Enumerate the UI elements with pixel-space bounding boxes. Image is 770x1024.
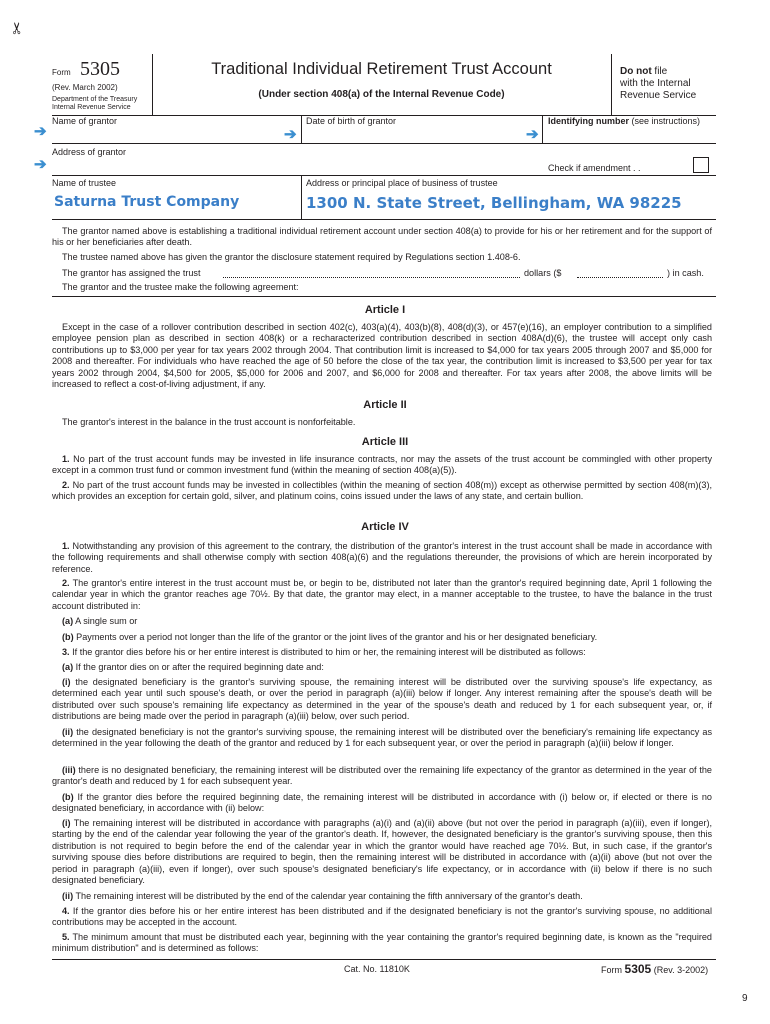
intro-assigned-c: ) in cash.	[667, 268, 704, 278]
article-text: (a) A single sum or	[62, 616, 138, 626]
article-heading: Article III	[361, 436, 409, 448]
trustee-address-value[interactable]: 1300 N. State Street, Bellingham, WA 98225	[306, 194, 682, 212]
trustee-name-label: Name of trustee	[52, 178, 117, 188]
dob-label: Date of birth of grantor	[306, 116, 397, 126]
article-text: (ii) the designated beneficiary is not the grantor's surviving spouse, the remaining interest will be distributed over the beneficiary's remaining life expectancy as determined in the year following the death of the grantor and reduced by 1 for each subsequent year, or over the period in paragraph (a)(iii) below if longer.	[52, 727, 712, 749]
footer-form-id: Form 5305 (Rev. 3-2002)	[601, 962, 709, 976]
article-text: (b) If the grantor dies before the required beginning date, the remaining interest will be distributed in accordance with (i) below or, if elected or there is no designated beneficiary, in accordance with (ii) below:	[52, 792, 712, 814]
arrow-icon: ➔	[34, 123, 47, 140]
trustee-address-label: Address or principal place of business of trustee	[306, 178, 498, 188]
article-text: (iii) there is no designated beneficiary, the remaining interest will be distributed over the remaining life expectancy of the grantor as determined in the year of the grantor's death and reduced by 1 for each subsequent year.	[52, 765, 712, 787]
page-title: Traditional Individual Retirement Trust Account	[211, 60, 552, 78]
article-text: (ii) The remaining interest will be distributed by the end of the calendar year containing the fifth anniversary of the grantor's death.	[62, 891, 583, 901]
form-label: Form	[52, 68, 71, 77]
page-subtitle: (Under section 408(a) of the Internal Revenue Code)	[258, 89, 505, 100]
grantor-address-label: Address of grantor	[52, 147, 127, 157]
page-number: 9	[742, 993, 748, 1004]
intro-paragraph: The trustee named above has given the grantor the disclosure statement required by Regulations section 1.408-6.	[62, 252, 521, 262]
article-heading: Article II	[363, 399, 407, 411]
article-text: 2. No part of the trust account funds may be invested in collectibles (within the meaning of section 408(m)) except as otherwise permitted by section 408(m)(3), which provides an exception for certain gold, silver, and platinum coins, coins issued under the laws of any state, and certain bullion.	[52, 480, 712, 502]
article-text: 1. No part of the trust account funds may be invested in life insurance contracts, nor may the assets of the trust account be commingled with other property except in a common trust fund or common investment fund (within the meaning of section 408(a)(5)).	[52, 454, 712, 476]
article-text: 2. The grantor's entire interest in the trust account must be, or begin to be, distributed not later than the grantor's required beginning date, April 1 following the calendar year in which the grantor reaches age 70½. By that date, the grantor may elect, in a manner acceptable to the trustee, to have the balance in the trust account distributed in:	[52, 578, 712, 611]
article-text: Except in the case of a rollover contribution described in section 402(c), 403(a)(4), 403(b)(8), 408(d)(3), or 457(e)(16), an employer contribution to a simplified employee pension plan as described in section 408(k) or a recharacterized contribution described in section 408A(d)(6), the trustee will accept only cash contributions up to $3,000 per year for tax years 2002 through 2004. That contribution limit is increased to $4,000 for tax years 2005 through 2007 and $5,000 for 2008 and thereafter. For individuals who have reached the age of 50 before the close of the tax year, the contribution limit is increased to $3,500 per year for tax years 2002 through 2004, $4,500 for 2005, $5,000 for 2006 and 2007, and $6,000 for 2008 and thereafter. For tax years after 2008, the above limits will be increased to reflect a cost-of-living adjustment, if any.	[52, 322, 712, 390]
intro-assigned-b: dollars ($	[524, 268, 562, 278]
intro-paragraph: The grantor named above is establishing a traditional individual retirement account under section 408(a) to provide for his or her retirement and for the support of his or her beneficiaries after death.	[52, 226, 712, 248]
trustee-name-value[interactable]: Saturna Trust Company	[54, 194, 240, 210]
article-heading: Article I	[364, 304, 406, 316]
filing-notice: Do not file with the Internal Revenue Service	[620, 66, 697, 101]
department: Department of the Treasury	[52, 96, 138, 103]
amendment-checkbox[interactable]	[693, 157, 709, 173]
grantor-name-label: Name of grantor	[52, 116, 118, 126]
article-text: The grantor's interest in the balance in the trust account is nonforfeitable.	[62, 417, 356, 427]
form-revision: (Rev. March 2002)	[52, 83, 118, 92]
article-text: (i) the designated beneficiary is the grantor's surviving spouse, the remaining interest will be distributed over the surviving spouse's life expectancy, as determined each year until such spouse's death, or over the period in paragraph (a)(iii) below if longer. Any interest remaining after the spouse's death will be distributed over such spouse's remaining life expectancy as determined in the year of the spouse's death and reduced by 1 for each subsequent year, or, if distributions are being made over the period in paragraph (a)(iii) below, over such period.	[52, 677, 712, 722]
article-text: (i) The remaining interest will be distributed in accordance with paragraphs (a)(i) and (a)(ii) above (but not over the period in paragraph (a)(iii), even if longer), starting by the end of the calendar year following the year of the grantor's death. If, however, the designated beneficiary is the grantor's surviving spouse, then this distribution is not required to begin before the end of the calendar year in which the grantor would have reached age 70½. But, in such case, if the grantor's surviving spouse dies before distributions are required to begin, then the remaining interest will be distributed in accordance with (a)(ii) above (but not over the period in paragraph (a)(iii), even if longer), over such spouse's designated beneficiary's life expectancy, or in accordance with (ii) below if there is no such designated beneficiary.	[52, 818, 712, 886]
article-heading: Article IV	[361, 521, 409, 533]
check-amendment-label: Check if amendment . .	[548, 163, 641, 173]
scissors-icon: ✂	[9, 21, 27, 35]
identifying-number-label: Identifying number (see instructions)	[548, 116, 701, 126]
irs-label: Internal Revenue Service	[52, 104, 131, 111]
intro-paragraph: The grantor and the trustee make the following agreement:	[62, 282, 299, 292]
article-text: 1. Notwithstanding any provision of this agreement to the contrary, the distribution of the grantor's interest in the trust account shall be made in accordance with the following requirements and shall otherwise comply with section 408(a)(6) and the regulations thereunder, the provisions of which are herein incorporated by reference.	[52, 541, 712, 574]
arrow-icon: ➔	[34, 156, 47, 173]
form-number: 5305	[80, 58, 120, 80]
arrow-icon: ➔	[526, 126, 539, 143]
article-text: 4. If the grantor dies before his or her entire interest has been distributed and if the designated beneficiary is not the grantor's surviving spouse, no additional contributions may be accepted in the account.	[52, 906, 712, 928]
catalog-number: Cat. No. 11810K	[344, 964, 410, 974]
article-text: (b) Payments over a period not longer than the life of the grantor or the joint lives of the grantor and his or her designated beneficiary.	[62, 632, 598, 642]
article-text: (a) If the grantor dies on or after the required beginning date and:	[62, 662, 324, 672]
intro-assigned-a: The grantor has assigned the trust	[62, 268, 201, 278]
article-text: 3. If the grantor dies before his or her entire interest is distributed to him or her, the remaining interest will be distributed as follows:	[62, 647, 586, 657]
article-text: 5. The minimum amount that must be distributed each year, beginning with the year containing the grantor's required beginning date, is known as the "required minimum distribution" and is determined as follows:	[52, 932, 712, 954]
arrow-icon: ➔	[284, 126, 297, 143]
